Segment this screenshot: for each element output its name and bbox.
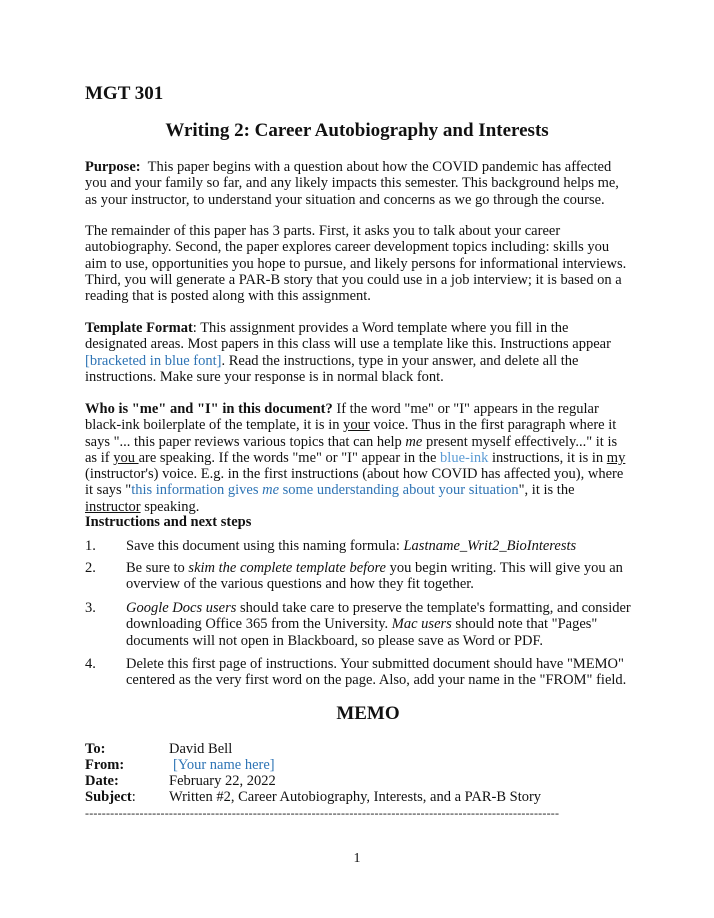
step-2-post: you begin writing. This will give you an overview of the various questions and how they fit together. [126,560,623,593]
step-text [126,538,631,554]
who-blue-ink: blue-ink [440,449,489,466]
memo-date-value: February 22, 2022 [169,773,276,789]
bracketed-blue-font-example: [bracketed in blue font] [85,352,222,369]
step-text [126,560,631,593]
memo-subject-label: Subject [85,789,132,805]
memo-from-row [85,757,605,773]
memo-subject-value: Written #2, Career Autobiography, Interests, and a PAR-B Story [169,789,542,805]
memo-from-label: From: [85,757,125,773]
step-4 [85,656,630,689]
overview-paragraph [85,223,630,304]
who-text-8: speaking. [140,498,200,515]
memo-subject-row [85,789,605,805]
step-1-filename: Lastname_Writ2_BioInterests [403,538,577,554]
memo-title: MEMO [336,703,400,724]
who-italic-me: me [405,433,423,450]
memo-to-label: To: [85,741,106,757]
memo-to-value: David Bell [169,741,233,757]
memo-date-label: Date: [85,773,119,789]
who-paragraph [85,401,630,515]
step-3-post: should note that "Pages" documents will not open in Blackboard, so please save as Word or PDF. [126,616,598,649]
memo-subject-label-wrap [85,789,165,805]
overview-text: The remainder of this paper has 3 parts. First, it asks you to talk about your career autobiography. Second, the paper explores career development topics including: skills you aim to use, opportunities you hope to pursue, and likely persons for informational interviews. Third, you will generate a PAR-B story that you could use in a job interview; it is based on a reading that is posted along with this assignment. [85,223,627,305]
step-text: Delete this first page of instructions. Your submitted document should have "MEMO" centered as the very first word on the page. Also, add your name in the "FROM" field. [126,656,627,689]
memo-to-row [85,741,605,757]
page-title: Writing 2: Career Autobiography and Interests [165,120,549,141]
step-2-italic: skim the complete template before [188,560,386,576]
who-underline-my: my [606,449,626,466]
who-text-6: (instructor's) voice. E.g. in the first instructions (about how COVID has affected you), where it says " [85,466,624,499]
step-1-text: Save this document using this naming formula: [126,538,404,554]
who-text-2: voice. Thus in the first paragraph where it says "... this paper reviews various topics that can help [85,417,617,450]
purpose-paragraph [85,159,630,208]
who-underline-you: you [113,449,139,466]
who-text-7: ", it is the [518,482,575,499]
step-3-mid: should take care to preserve the template's formatting, and consider downloading Office 365 from the University. [126,600,631,633]
who-blue-quote-b: some understanding about your situation [279,482,519,499]
template-format-text-b: . Read the instructions, type in your answer, and delete all the instructions. Make sure your response is in normal black font. [85,352,579,385]
step-number: 3. [85,600,96,616]
step-3 [85,600,630,649]
who-underline-instructor: instructor [85,498,141,515]
who-text-4: are speaking. If the words "me" or "I" appear in the [138,449,441,466]
step-1 [85,538,630,554]
template-format-paragraph [85,320,630,385]
memo-subject-colon: : [131,789,136,805]
who-blue-quote-a: this information gives [131,482,263,499]
step-3-google-docs: Google Docs users [126,600,237,616]
step-number: 2. [85,560,96,576]
steps-heading: Instructions and next steps [85,514,252,530]
purpose-text: This paper begins with a question about how the COVID pandemic has affected you and your family so far, and any likely impacts this semester. This background helps me, as your instructor, to understand your situation and concerns as we go through the course. [85,159,619,208]
step-number: 4. [85,656,96,672]
who-text-1: If the word "me" or "I" appears in the regular black-ink boilerplate of the template, it is in [85,401,599,434]
step-number: 1. [85,538,96,554]
step-2 [85,560,630,593]
who-underline-your: your [343,417,370,434]
step-text [126,600,631,649]
step-2-pre: Be sure to [126,560,189,576]
memo-from-value[interactable]: [Your name here] [173,757,275,773]
step-3-mac-users: Mac users [391,616,452,633]
purpose-label: Purpose: [85,159,141,175]
who-label: Who is "me" and "I" in this document? [85,401,333,417]
who-text-3: present myself effectively..." it is as if [85,433,618,466]
page-number: 1 [353,851,361,866]
memo-date-row [85,773,605,789]
memo-separator: ----------------------------------------------------------------------------------------------------------------- [85,806,560,820]
course-code: MGT 301 [85,83,164,104]
template-format-label: Template Format [85,320,193,336]
who-blue-quote-me: me [262,482,280,499]
who-text-5: instructions, it is in [488,449,607,466]
template-format-text-a: : This assignment provides a Word template where you fill in the designated areas. Most papers in this class will use a template like this. Instructions appear [85,320,611,353]
